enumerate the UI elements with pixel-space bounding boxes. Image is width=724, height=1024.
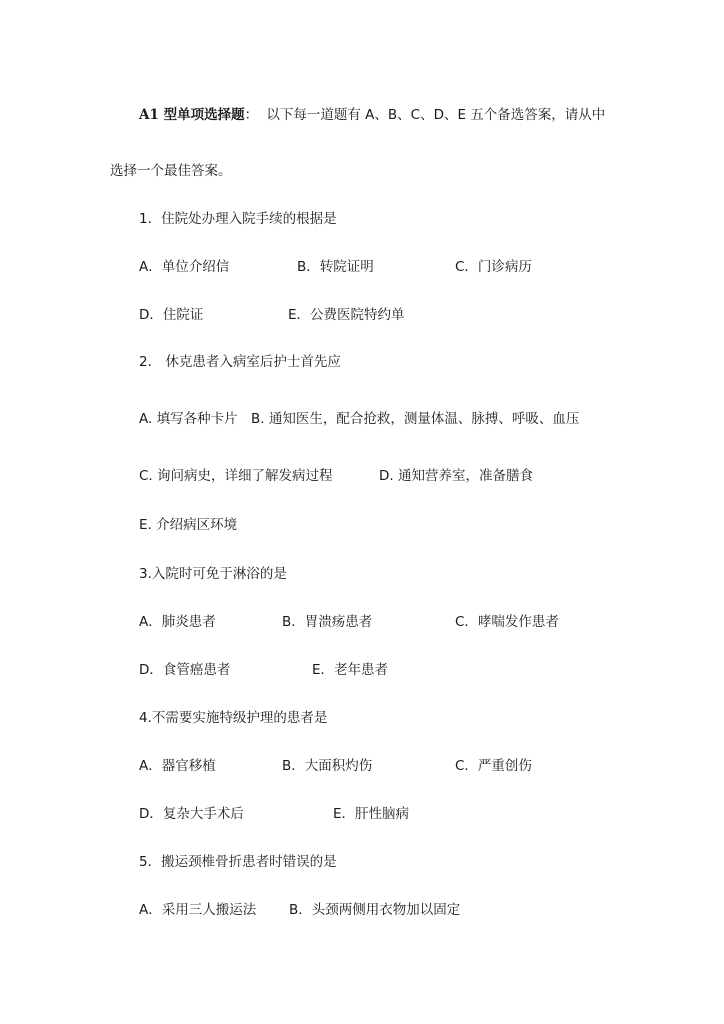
question-4-option-e: E．肝性脑病: [333, 806, 410, 822]
question-4-stem: 4.不需要实施特级护理的患者是: [139, 710, 328, 726]
question-1-option-c: C．门诊病历: [455, 259, 532, 275]
question-5-option-a: A．采用三人搬运法: [139, 902, 257, 918]
question-2-option-e: E. 介绍病区环境: [139, 517, 238, 533]
question-2-option-c: C. 询问病史，详细了解发病过程: [139, 468, 333, 484]
question-3-stem: 3.入院时可免于淋浴的是: [139, 566, 287, 582]
question-4-option-a: A．器官移植: [139, 758, 216, 774]
question-5-option-b: B．头颈两侧用衣物加以固定: [289, 902, 461, 918]
intro-line-2: 选择一个最佳答案。: [110, 163, 232, 179]
question-3-option-a: A．肺炎患者: [139, 614, 216, 630]
question-3-option-d: D．食管癌患者: [139, 662, 231, 678]
question-3-option-e: E．老年患者: [312, 662, 389, 678]
question-3-option-b: B．胃溃疡患者: [282, 614, 373, 630]
question-4-option-d: D．复杂大手术后: [139, 806, 244, 822]
question-3-option-c: C．哮喘发作患者: [455, 614, 559, 630]
question-1-option-b: B．转院证明: [297, 259, 374, 275]
section-title-colon: ：: [244, 107, 259, 123]
question-4-option-c: C．严重创伤: [455, 758, 532, 774]
intro-line-1: [139, 106, 605, 124]
question-1-stem: 1．住院处办理入院手续的根据是: [139, 211, 337, 227]
question-2-option-b: B. 通知医生，配合抢救，测量体温、脉搏、呼吸、血压: [251, 411, 580, 427]
question-4-option-b: B．大面积灼伤: [282, 758, 373, 774]
question-1-option-a: A．单位介绍信: [139, 259, 230, 275]
question-2-option-d: D. 通知营养室，准备膳食: [379, 468, 533, 484]
intro-text: 以下每一道题有 A、B、C、D、E 五个备选答案，请从中: [266, 107, 606, 123]
section-title: A1 型单项选择题: [139, 107, 245, 123]
question-1-option-d: D．住院证: [139, 307, 204, 323]
question-2-stem: 2． 休克患者入病室后护士首先应: [139, 354, 341, 370]
question-1-option-e: E．公费医院特约单: [288, 307, 405, 323]
question-2-option-a: A. 填写各种卡片: [139, 411, 238, 427]
question-5-stem: 5．搬运颈椎骨折患者时错误的是: [139, 854, 337, 870]
